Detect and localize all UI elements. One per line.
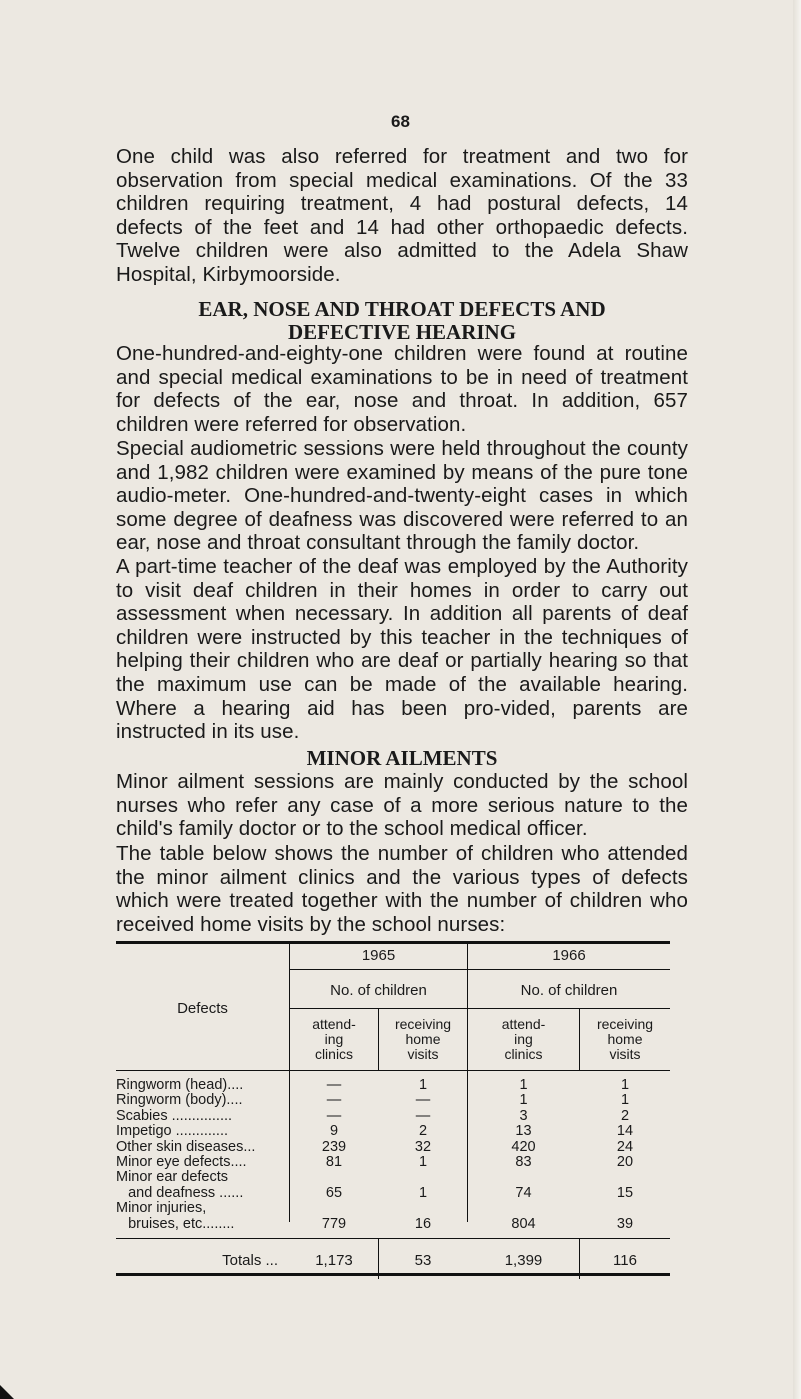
table-cell: 3 [519,1107,528,1124]
table-cell: 32 [414,1138,432,1155]
table-cell: 804 [511,1215,536,1232]
ent-paragraph-3: A part-time teacher of the deaf was employed by the Authority to visit deaf children in their homes in order to carry out assessment when necessary. In addition all parents of deaf children were instructed by this teacher in the techniques of helping their children who are deaf or partially hearing so that the maximum use can be made of the available hearing. Where a hearing aid has been pro-vided, parents are instructed in its use. [116,555,688,744]
defect-label: Ringworm (head).... [116,1078,244,1093]
ent-heading-line1: EAR, NOSE AND THROAT DEFECTS AND [198,297,606,321]
table-cell: 81 [325,1154,343,1170]
intro-paragraph: One child was also referred for treatment and two for observation from special medical examinations. Of the 33 children requiring treatment, 4 had postural defects, 14 defects of the feet and 14 had other orthopaedic defects. Twelve children were also admitted to the Adela Shaw Hospital, Kirbymoorside. [116,145,688,286]
corner-mark [0,1385,14,1399]
table-cell: — [415,1107,431,1124]
table-cell: 1 [620,1077,630,1093]
table-cell: — [415,1092,431,1109]
table-cell: 1 [418,1154,428,1170]
table-cell: 15 [616,1184,634,1201]
page-edge [793,0,801,1399]
ent-paragraph-1: One-hundred-and-eighty-one children were found at routine and special medical examinations to be in need of treatment for defects of the ear, nose and throat. In addition, 657 children were referred for observation. [116,342,688,436]
defect-label: Minor injuries, bruises, etc........ [116,1201,235,1232]
table-cell: 20 [616,1154,634,1170]
total-home-1965: 53 [414,1252,432,1269]
table-cell: 39 [616,1215,634,1232]
home-visits-1966: receiving home visits [596,1016,654,1062]
table-cell: 9 [329,1123,339,1140]
table-cell: 1 [418,1184,428,1201]
table-cell: 1 [519,1092,528,1109]
table-bottom-rule [116,1273,670,1276]
ent-heading-line2: DEFECTIVE HEARING [287,320,517,344]
page-number: 68 [391,112,410,131]
table-cell: 1 [620,1092,630,1109]
table-rule [289,1008,670,1009]
defects-header: Defects [177,1000,228,1017]
table-cell: 14 [616,1123,634,1140]
table-cell: 13 [515,1123,532,1140]
attending-clinics-1966: attend- ing clinics [501,1016,546,1062]
totals-label: Totals ... [222,1252,278,1269]
year-1966-header: 1966 [552,947,586,964]
table-cell: 24 [616,1138,634,1155]
total-home-1966: 116 [613,1252,637,1269]
no-of-children-1965: No. of children [330,982,427,999]
table-totals-rule [116,1238,670,1239]
table-header-rule [116,1070,670,1071]
minor-paragraph-1: Minor ailment sessions are mainly conducted by the school nurses who refer any case of a more serious nature to the child's family doctor or to the school medical officer. [116,770,688,841]
table-cell: 1 [418,1077,428,1093]
home-visits-1965: receiving home visits [394,1016,452,1062]
minor-ailments-table [116,941,688,1276]
defect-label: Impetigo ............. [116,1124,229,1140]
defect-label: Minor ear defects and deafness ...... [116,1170,244,1201]
table-cell: 239 [321,1138,347,1155]
table-rule [289,969,670,970]
year-1965-header: 1965 [361,947,396,964]
defect-label: Minor eye defects.... [116,1155,247,1170]
table-cell: 2 [620,1107,630,1124]
table-cell: 83 [515,1154,532,1170]
table-cell: 2 [418,1123,428,1140]
table-cell: 420 [511,1138,536,1155]
table-cell: — [326,1092,342,1109]
total-attending-1966: 1,399 [504,1252,543,1269]
table-cell: 74 [515,1184,532,1201]
minor-ailments-heading: MINOR AILMENTS [306,746,498,770]
minor-paragraph-2: The table below shows the number of children who attended the minor ailment clinics and the various types of defects which were treated together with the number of children who received home visits by the school nurses: [116,842,688,936]
attending-clinics-1965: attend- ing clinics [312,1016,356,1062]
table-cell: 1 [519,1077,528,1093]
ent-paragraph-2: Special audiometric sessions were held throughout the county and 1,982 children were examined by means of the pure tone audio-meter. One-hundred-and-twenty-eight cases in which some degree of deafness was discovered were referred to an ear, nose and throat consultant through the family doctor. [116,437,688,555]
table-cell: 779 [321,1215,347,1232]
defect-label: Scabies ............... [116,1108,233,1124]
table-top-rule [116,941,670,944]
total-attending-1965: 1,173 [315,1252,353,1269]
defect-label: Ringworm (body).... [116,1093,243,1109]
table-cell: — [326,1077,342,1093]
defect-label: Other skin diseases... [116,1139,256,1155]
no-of-children-1966: No. of children [520,982,618,999]
table-cell: 65 [325,1184,343,1201]
table-cell: — [326,1107,342,1124]
table-cell: 16 [414,1215,432,1232]
